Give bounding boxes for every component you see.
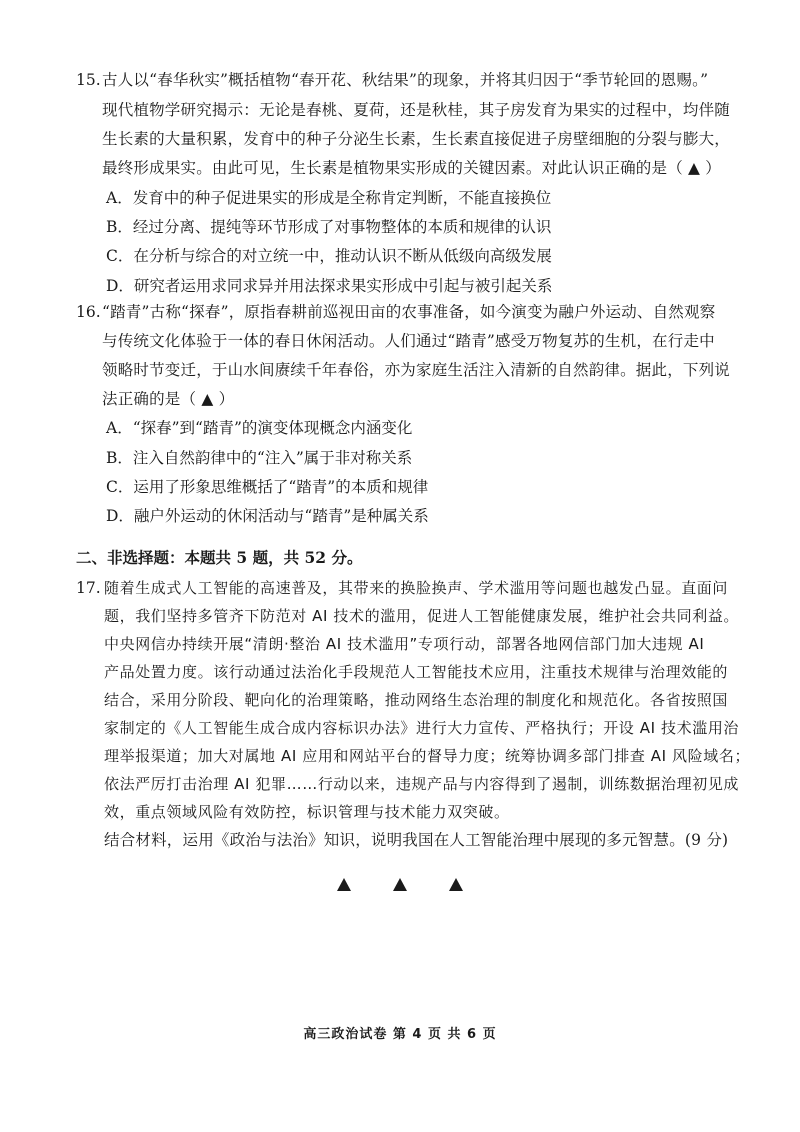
option-c: C．运用了形象思维概括了“踏青”的本质和规律 bbox=[106, 478, 429, 496]
option-d: D．融户外运动的休闲活动与“踏青”是种属关系 bbox=[106, 507, 429, 525]
question-text-line: 与传统文化体验于一体的春日休闲活动。人们通过“踏青”感受万物复苏的生机，在行走中 bbox=[102, 332, 715, 350]
triangle-icon bbox=[337, 878, 351, 891]
question-text-line: 古人以“春华秋实”概括植物“春开花、秋结果”的现象，并将其归因于“季节轮回的恩赐。” bbox=[102, 71, 709, 89]
material-line: 题，我们坚持多管齐下防范对 AI 技术的滥用，促进人工智能健康发展，维护社会共同利益。 bbox=[104, 607, 740, 625]
option-a: A．发育中的种子促进果实的形成是全称肯定判断，不能直接换位 bbox=[106, 189, 552, 207]
material-line: 随着生成式人工智能的高速普及，其带来的换脸换声、学术滥用等问题也越发凸显。直面问 bbox=[104, 579, 729, 597]
triangle-icon bbox=[393, 878, 407, 891]
question-text-line: 现代植物学研究揭示：无论是春桃、夏荷，还是秋桂，其子房发育为果实的过程中，均伴随 bbox=[102, 101, 731, 119]
question-text-line: 法正确的是（ ▲ ） bbox=[102, 390, 235, 408]
option-c: C．在分析与综合的对立统一中，推动认识不断从低级向高级发展 bbox=[106, 247, 552, 265]
page-footer: 高三政治试卷 第 4 页 共 6 页 bbox=[303, 1027, 497, 1042]
option-a: A．“探春”到“踏青”的演变体现概念内涵变化 bbox=[106, 419, 413, 437]
option-b: B．经过分离、提纯等环节形成了对事物整体的本质和规律的认识 bbox=[106, 218, 552, 236]
material-line: 中央网信办持续开展“清朗·整治 AI 技术滥用”专项行动，部署各地网信部门加大违规 AI bbox=[104, 635, 705, 653]
question-text-line: 最终形成果实。由此可见，生长素是植物果实形成的关键因素。对此认识正确的是（ ▲ ） bbox=[102, 159, 721, 177]
question-text-line: 生长素的大量积累，发育中的种子分泌生长素，生长素直接促进子房壁细胞的分裂与膨大， bbox=[102, 130, 731, 148]
question-number: 16. bbox=[76, 303, 101, 321]
material-line: 产品处置力度。该行动通过法治化手段规范人工智能技术应用，注重技术规律与治理效能的 bbox=[104, 663, 729, 681]
material-line: 结合，采用分阶段、靶向化的治理策略，推动网络生态治理的制度化和规范化。各省按照国 bbox=[104, 691, 729, 709]
triangle-icon bbox=[449, 878, 463, 891]
question-number: 15. bbox=[76, 71, 101, 89]
question-number: 17. bbox=[76, 579, 101, 597]
section-heading: 二、非选择题：本题共 5 题，共 52 分。 bbox=[76, 548, 363, 567]
material-line: 理举报渠道；加大对属地 AI 应用和网站平台的督导力度；统筹协调多部门排查 AI 风险域名； bbox=[104, 747, 751, 765]
material-line: 效，重点领域风险有效防控，标识管理与技术能力双突破。 bbox=[104, 803, 510, 821]
material-line: 家制定的《人工智能生成合成内容标识办法》进行大力宣传、严格执行；开设 AI 技术滥用治 bbox=[104, 719, 740, 737]
question-text-line: 领略时节变迁，于山水间赓续千年春俗，亦为家庭生活注入清新的自然韵律。据此，下列说 bbox=[102, 361, 731, 379]
question-text-line: “踏青”古称“探春”，原指春耕前巡视田亩的农事准备，如今演变为融户外运动、自然观察 bbox=[102, 303, 716, 321]
question-prompt: 结合材料，运用《政治与法治》知识，说明我国在人工智能治理中展现的多元智慧。(9 分) bbox=[104, 831, 729, 849]
option-b: B．注入自然韵律中的“注入”属于非对称关系 bbox=[106, 449, 413, 467]
material-line: 依法严厉打击治理 AI 犯罪……行动以来，违规产品与内容得到了遏制，训练数据治理初见成 bbox=[104, 775, 740, 793]
option-d: D．研究者运用求同求异并用法探求果实形成中引起与被引起关系 bbox=[106, 277, 553, 295]
answer-space-markers bbox=[0, 878, 800, 898]
